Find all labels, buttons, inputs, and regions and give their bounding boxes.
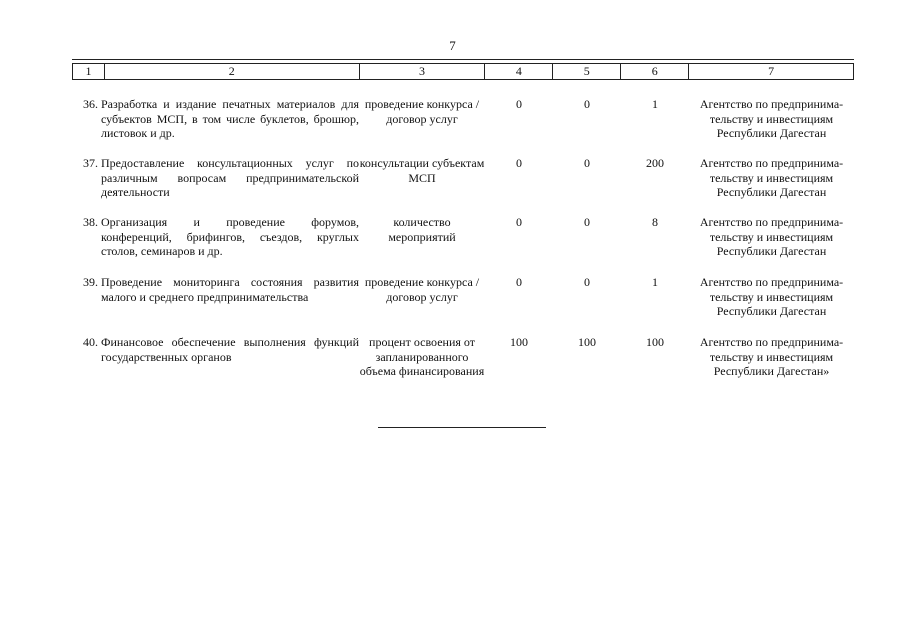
- column-header-6: 6: [621, 64, 689, 80]
- row-responsible: Агентство по предпринима-тельству и инвестициям Республики Дагестан: [699, 156, 844, 199]
- row-value-col6: 1: [652, 275, 658, 289]
- column-header-3: 3: [359, 64, 485, 80]
- row-value-col4: 0: [516, 215, 522, 229]
- row-value-col4: 0: [516, 275, 522, 289]
- row-value-col6: 100: [646, 335, 664, 349]
- row-unit: проведение конкурса / договор услуг: [364, 97, 480, 126]
- closing-rule: [378, 427, 546, 428]
- column-header-2: 2: [104, 64, 359, 80]
- row-responsible: Агентство по предпринима-тельству и инвестициям Республики Дагестан: [699, 97, 844, 140]
- row-unit: количество мероприятий: [388, 215, 456, 244]
- row-responsible: Агентство по предпринима-тельству и инвестициям Республики Дагестан: [699, 215, 844, 258]
- row-description: Организация и проведение форумов, конференций, брифингов, съездов, круглых столов, семинаров и др.: [101, 215, 359, 258]
- row-value-col4: 0: [516, 97, 522, 111]
- row-value-col6: 8: [652, 215, 658, 229]
- row-value-col4: 100: [510, 335, 528, 349]
- row-description: Финансовое обеспечение выполнения функций государственных органов: [101, 335, 359, 364]
- row-value-col5: 0: [584, 275, 590, 289]
- column-header-row: [73, 64, 854, 80]
- column-header-1: 1: [73, 64, 105, 80]
- column-header-7: 7: [689, 64, 854, 80]
- row-description: Разработка и издание печатных материалов для субъектов МСП, в том числе буклетов, брошюр, листовок и др.: [101, 97, 359, 140]
- column-header-table: [72, 63, 854, 80]
- row-unit: консультации субъектам МСП: [359, 156, 485, 185]
- row-value-col6: 1: [652, 97, 658, 111]
- row-number: 39.: [83, 275, 98, 289]
- row-value-col5: 0: [584, 97, 590, 111]
- row-number: 38.: [83, 215, 98, 229]
- header-rule: [72, 59, 854, 60]
- column-header-5: 5: [553, 64, 621, 80]
- row-value-col5: 0: [584, 156, 590, 170]
- row-number: 37.: [83, 156, 98, 170]
- row-number: 36.: [83, 97, 98, 111]
- row-value-col5: 0: [584, 215, 590, 229]
- row-responsible: Агентство по предпринима-тельству и инвестициям Республики Дагестан»: [699, 335, 844, 378]
- row-value-col4: 0: [516, 156, 522, 170]
- row-value-col5: 100: [578, 335, 596, 349]
- row-number: 40.: [83, 335, 98, 349]
- column-header-4: 4: [485, 64, 553, 80]
- row-description: Проведение мониторинга состояния развития малого и среднего предпринимательства: [101, 275, 359, 304]
- row-description: Предоставление консультационных услуг по различным вопросам предпринимательской деятельности: [101, 156, 359, 199]
- row-unit: проведение конкурса / договор услуг: [364, 275, 480, 304]
- row-unit: процент освоения от запланированного объема финансирования: [359, 335, 485, 378]
- row-responsible: Агентство по предпринима-тельству и инвестициям Республики Дагестан: [699, 275, 844, 318]
- page-number: 7: [449, 38, 456, 53]
- row-value-col6: 200: [646, 156, 664, 170]
